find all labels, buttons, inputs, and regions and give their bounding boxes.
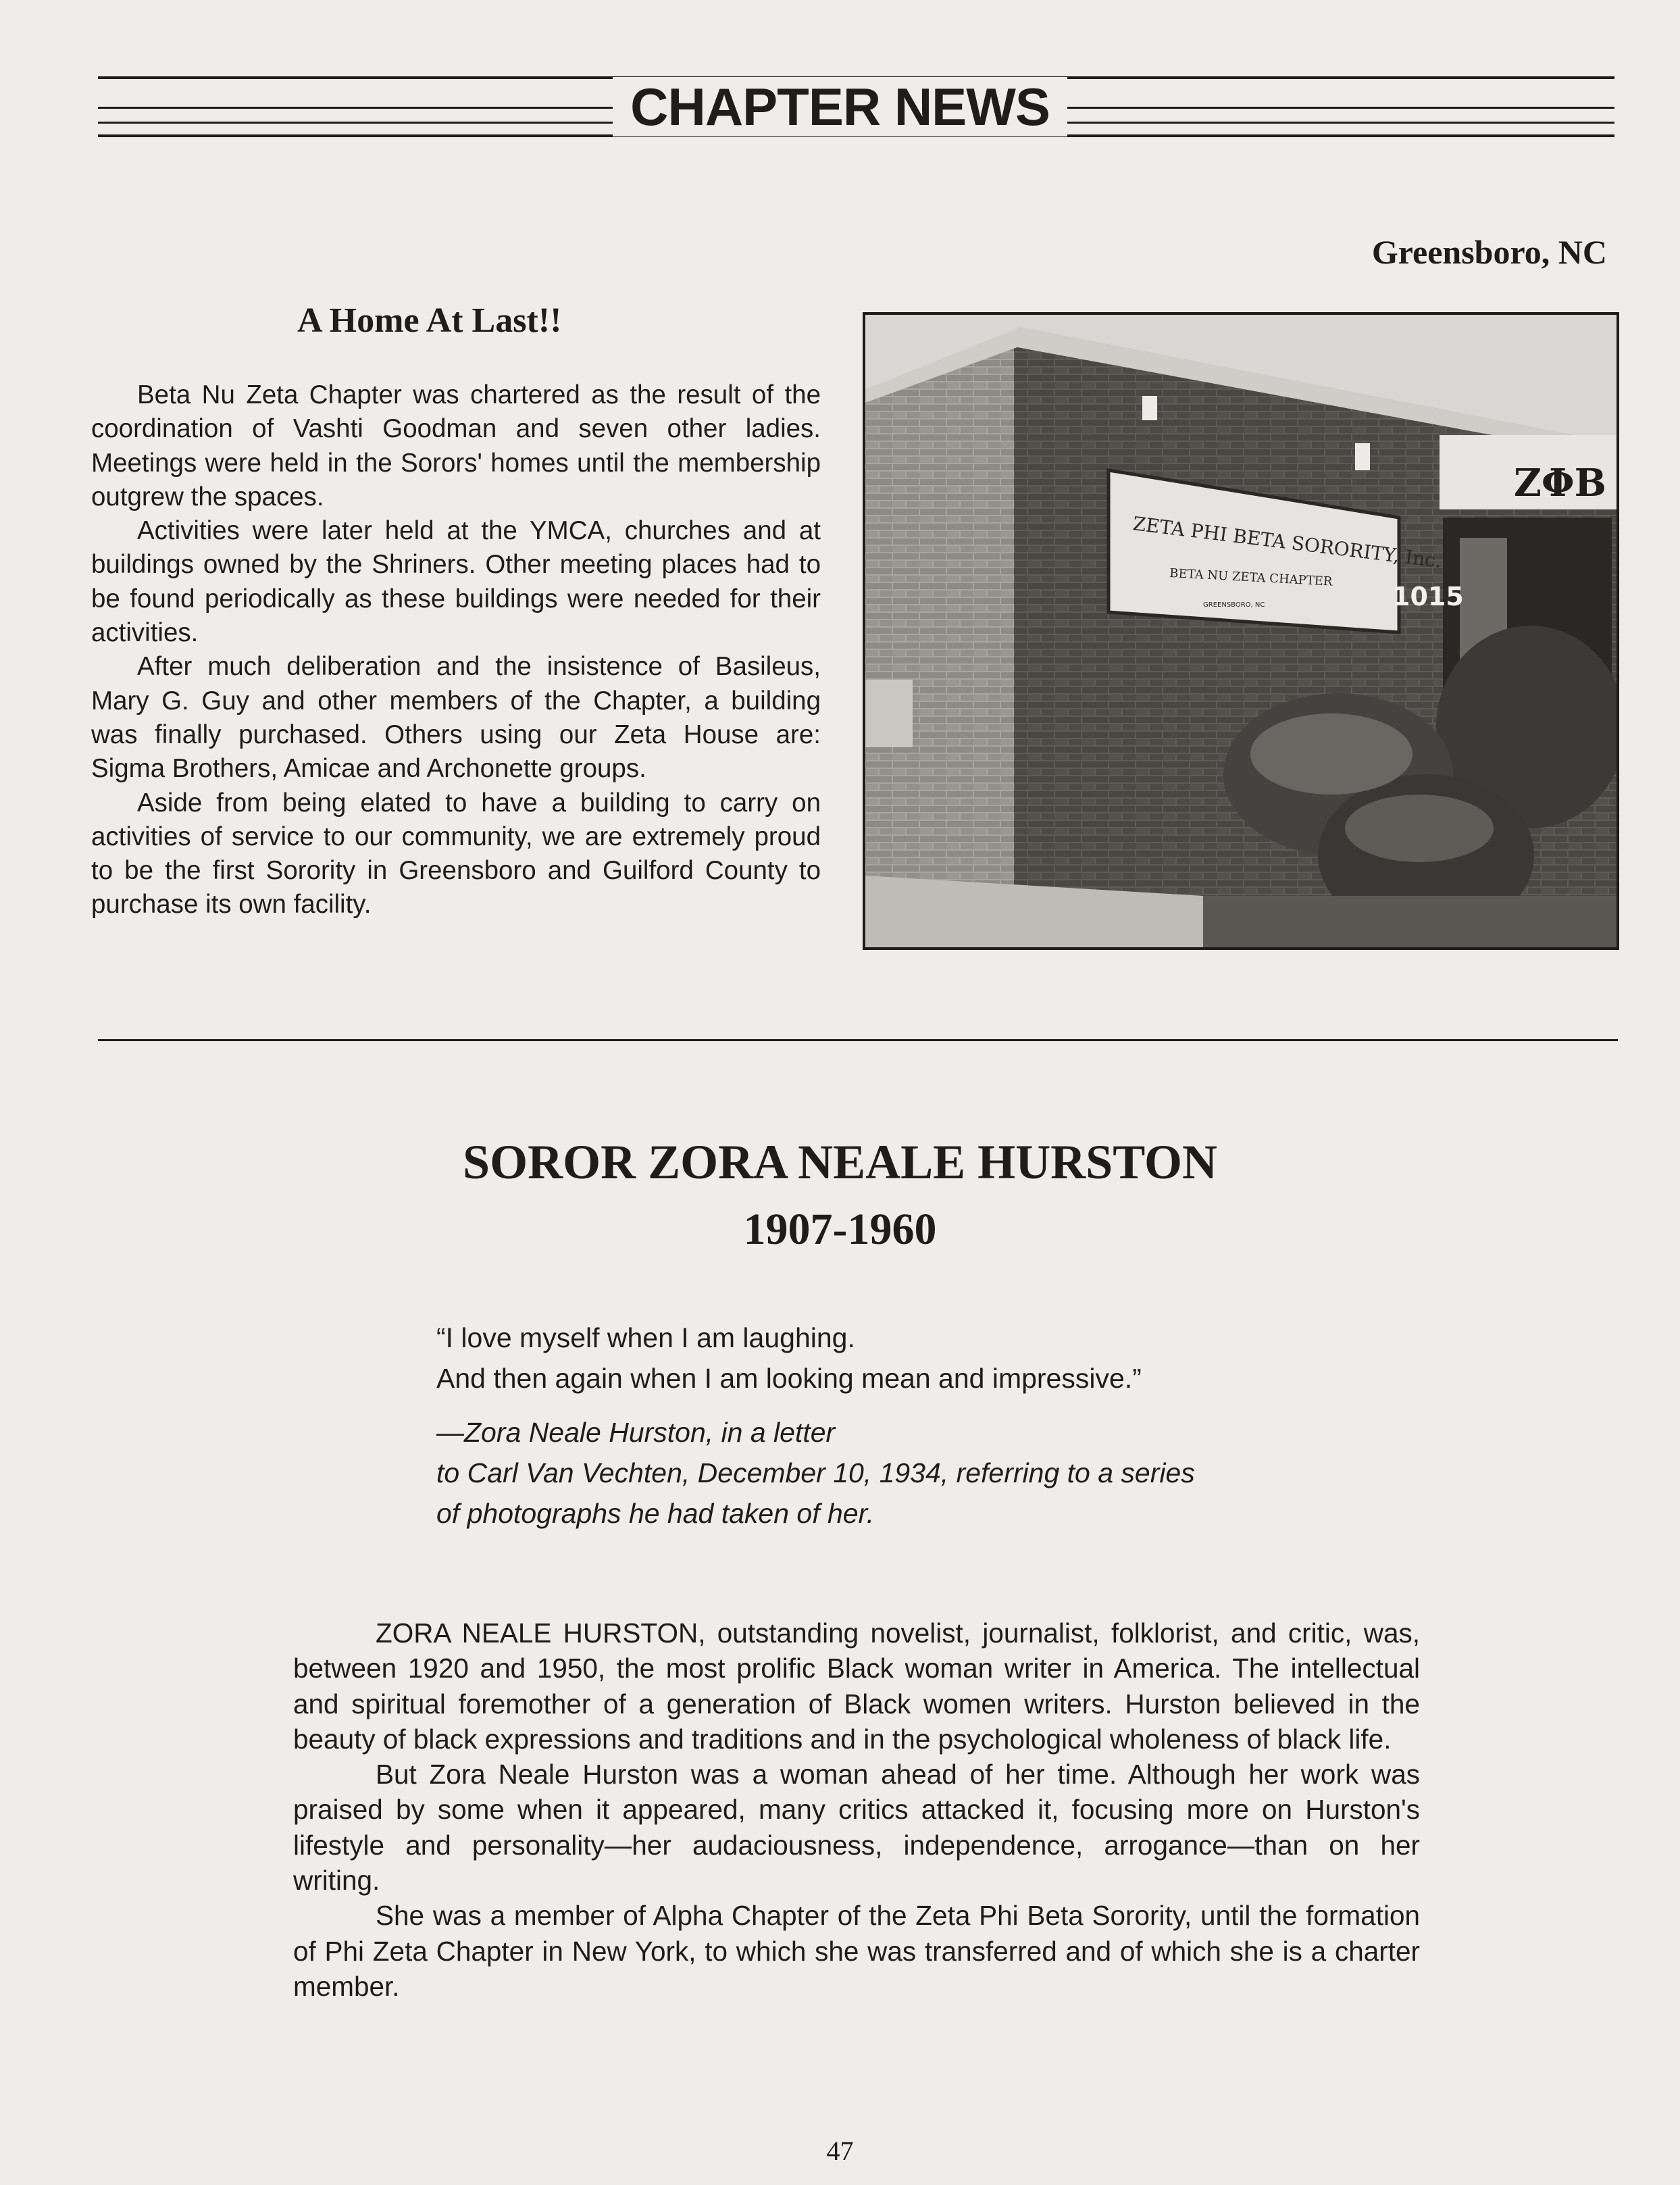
- quote-line: “I love myself when I am laughing.: [436, 1322, 855, 1353]
- article-paragraph: Aside from being elated to have a building to carry on activities of service to our community, we are extremely proud to be the first Sorority in Greensboro and Guilford County to purchase its own facility.: [91, 788, 821, 920]
- sign-city-text: GREENSBORO, NC: [1203, 601, 1265, 609]
- sign-subtext: BETA NU ZETA CHAPTER: [1169, 566, 1333, 589]
- section-paragraph: She was a member of Alpha Chapter of the Zeta Phi Beta Sorority, until the formation of Phi Zeta Chapter in New York, to which she was transferred and of which she is a charter member.: [293, 1900, 1420, 2002]
- section-header: [0, 73, 1680, 141]
- quote-attribution: [436, 1412, 1315, 1534]
- quote-line: And then again when I am looking mean and impressive.”: [436, 1363, 1142, 1394]
- address-number: 1015: [1392, 582, 1464, 611]
- shrub-highlight-front: [1345, 795, 1494, 862]
- attribution-line: of photographs he had taken of her.: [436, 1498, 875, 1529]
- article-title: A Home At Last!!: [297, 301, 562, 340]
- chapter-house-photo: [863, 312, 1619, 950]
- section-divider: [98, 1039, 1618, 1041]
- sign-text: ZETA PHI BETA SORORITY, Inc.: [1131, 512, 1443, 573]
- building-left-wall: [865, 342, 1014, 896]
- section-years: 1907-1960: [743, 1205, 937, 1254]
- article-paragraph: After much deliberation and the insistence of Basileus, Mary G. Guy and other members of the Chapter, a building was finally purchased. Others using our Zeta House are: Sigma Brothers, Amicae and Archonette groups.: [91, 652, 821, 784]
- section-paragraph: ZORA NEALE HURSTON, outstanding novelist, journalist, folklorist, and critic, was, between 1920 and 1950, the most prolific Black woman writer in America. The intellectual and spiritual foremother of a generation of Black women writers. Hurston believed in the beauty of black expressions and traditions and in the psychological wholeness of black life.: [293, 1617, 1420, 1755]
- wall-light-left: [865, 680, 913, 747]
- shrub-highlight: [1250, 713, 1412, 795]
- article-paragraph: Activities were later held at the YMCA, churches and at buildings owned by the Shriners. Other meeting places had to be found periodically as these buildings were needed for their activities.: [91, 516, 821, 648]
- wall-lamp-right: [1355, 443, 1370, 470]
- article-paragraph: Beta Nu Zeta Chapter was chartered as the result of the coordination of Vashti Goodman and seven other ladies. Meetings were held in the Sorors' homes until the membership outgrew the spaces.: [91, 380, 821, 511]
- article-location: Greensboro, NC: [1371, 233, 1607, 271]
- attribution-line: to Carl Van Vechten, December 10, 1934, referring to a series: [436, 1457, 1195, 1488]
- section-body: [293, 1615, 1420, 2004]
- attribution-line: —Zora Neale Hurston, in a letter: [436, 1417, 836, 1448]
- section-header-title: CHAPTER NEWS: [613, 77, 1067, 136]
- section-title: SOROR ZORA NEALE HURSTON: [463, 1135, 1217, 1189]
- quote-text: [436, 1317, 1315, 1399]
- section-paragraph: But Zora Neale Hurston was a woman ahead of her time. Although her work was praised by some when it appeared, many critics attacked it, focusing more on Hurston's lifestyle and personality—her audaciousness, independence, arrogance—than on her writing.: [293, 1759, 1420, 1897]
- greek-letters: ZΦB: [1514, 461, 1606, 505]
- wall-lamp-left: [1142, 396, 1157, 420]
- quote-block: [436, 1317, 1315, 1534]
- article-body: [91, 378, 821, 922]
- page-number: 47: [826, 2136, 854, 2166]
